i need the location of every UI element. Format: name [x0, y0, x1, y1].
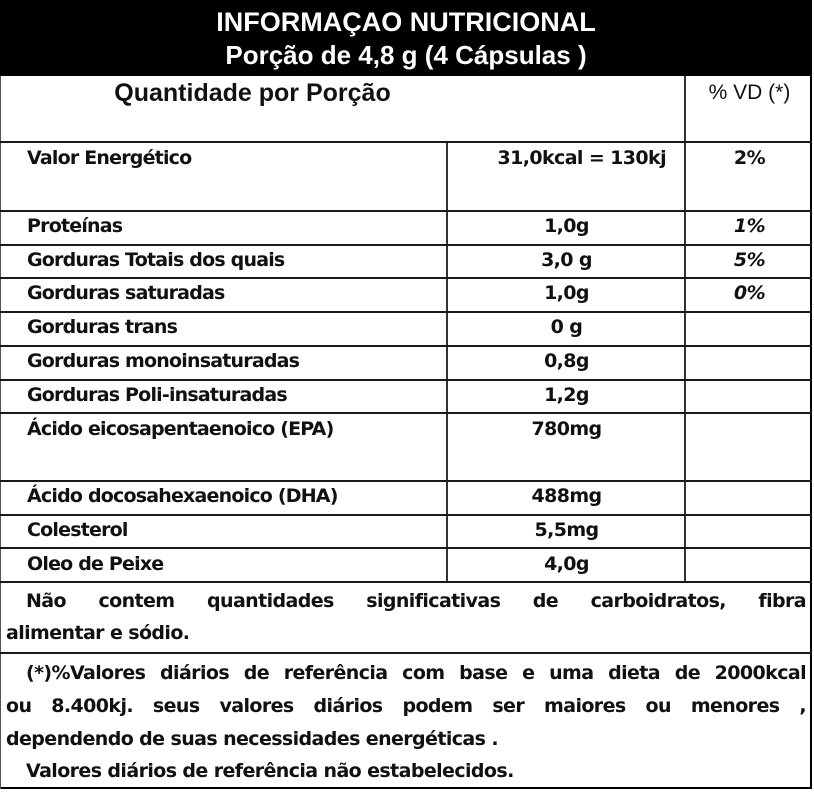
nutrient-label: Gorduras saturadas — [27, 282, 225, 304]
serving-size: Porção de 4,8 g (4 Cápsulas ) — [225, 40, 587, 70]
nutrient-daily-value: 0% — [733, 282, 766, 304]
nutrient-daily-value: 1% — [733, 215, 766, 237]
row-divider — [0, 210, 812, 212]
row-divider — [0, 581, 812, 583]
nutrient-value: 1,0g — [544, 282, 589, 304]
row-divider — [0, 244, 812, 246]
nutrient-value: 4,0g — [544, 553, 589, 575]
row-divider — [0, 412, 812, 414]
nutrient-value: 0,8g — [544, 350, 589, 372]
nutrient-value: 1,2g — [544, 384, 589, 406]
row-divider — [0, 379, 812, 381]
title-banner — [0, 0, 812, 76]
not-established-note: Valores diários de referência não estabelecidos. — [26, 760, 514, 782]
row-divider — [0, 652, 812, 654]
nutrient-value: 5,5mg — [534, 519, 599, 541]
nutrient-label: Gorduras monoinsaturadas — [27, 350, 300, 372]
reference-note-line3: dependendo de suas necessidades energéticas . — [6, 728, 498, 750]
quantity-per-serving-header: Quantidade por Porção — [114, 79, 391, 107]
nutrient-label: Ácido docosahexaenoico (DHA) — [27, 485, 338, 507]
table-title: INFORMAÇAO NUTRICIONAL — [216, 7, 596, 37]
nutrient-label: Valor Energético — [27, 147, 192, 169]
nutrient-label: Gorduras Totais dos quais — [27, 249, 285, 271]
nutrient-value: 0 g — [550, 316, 583, 338]
nutrient-label: Proteínas — [27, 215, 123, 237]
nutrient-label: Gorduras trans — [27, 316, 178, 338]
nutrient-daily-value: 2% — [733, 147, 766, 169]
row-divider — [0, 547, 812, 549]
nutrient-value: 780mg — [531, 418, 602, 440]
nutrient-value: 488mg — [531, 485, 602, 507]
row-divider — [0, 311, 812, 313]
nutrient-label: Oleo de Peixe — [27, 553, 164, 575]
row-divider — [0, 277, 812, 279]
left-border — [0, 76, 1, 789]
nutrient-value: 1,0g — [544, 215, 589, 237]
nutrient-value: 31,0kcal = 130kj — [497, 147, 666, 169]
row-divider — [0, 345, 812, 347]
row-divider — [0, 141, 812, 143]
daily-value-header: % VD (*) — [708, 81, 791, 104]
reference-note-line2: ou 8.400kj. seus valores diários podem ser maiores ou menores , — [6, 695, 806, 717]
reference-note-line1: (*)%Valores diários de referência com base e uma dieta de 2000kcal — [26, 662, 806, 684]
nutrient-label: Ácido eicosapentaenoico (EPA) — [27, 418, 334, 440]
nutrient-daily-value: 5% — [733, 249, 766, 271]
nutrient-value: 3,0 g — [541, 249, 592, 271]
row-divider — [0, 514, 812, 516]
not-significant-note-line2: alimentar e sódio. — [6, 622, 190, 644]
not-significant-note-line1: Não contem quantidades significativas de carboidratos, fibra — [26, 590, 806, 612]
row-divider — [0, 480, 812, 482]
nutrient-label: Colesterol — [27, 519, 128, 541]
nutrient-label: Gorduras Poli-insaturadas — [27, 384, 287, 406]
